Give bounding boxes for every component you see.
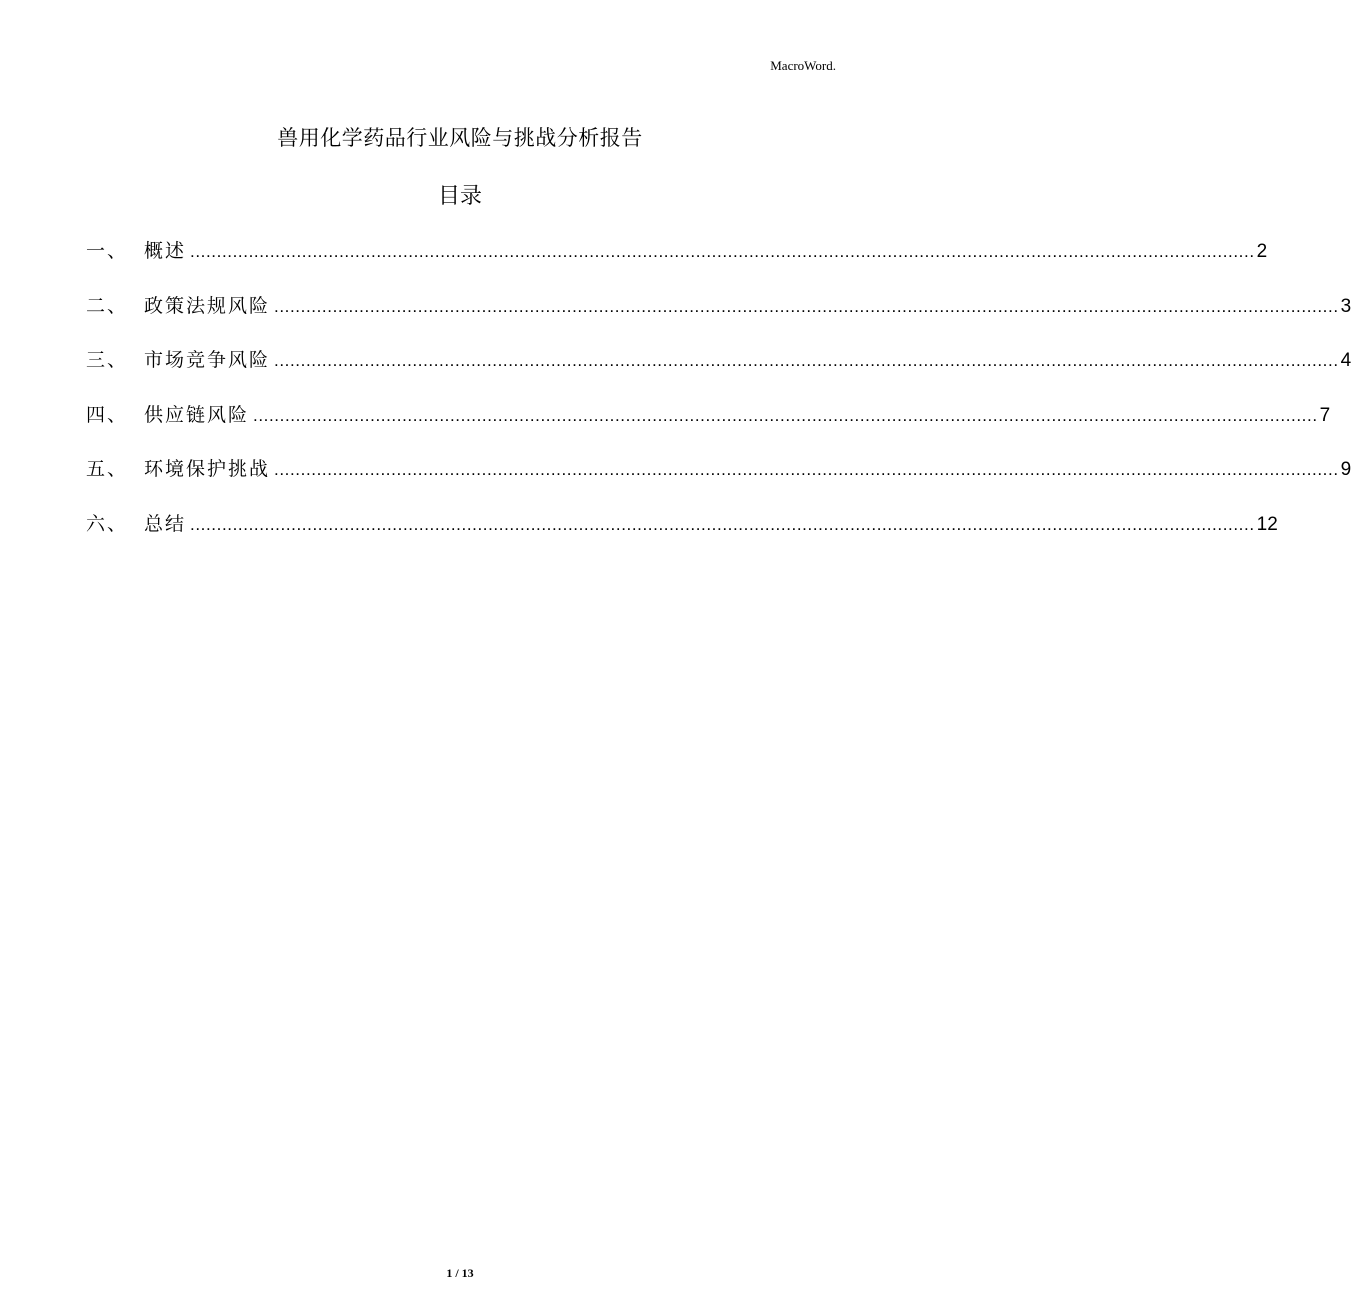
toc-entry-summary[interactable]: [86, 509, 1278, 564]
toc-entry-label: 总结: [144, 512, 187, 535]
toc-dot-leader: ........................................................................................................................................................................................................: [253, 405, 1318, 425]
toc-dot-leader: ........................................................................................................................................................................................................: [274, 351, 1339, 370]
toc-entry-supply-chain-risk[interactable]: [86, 400, 1331, 455]
toc-dot-leader: ........................................................................................................................................................................................................: [190, 514, 1255, 534]
toc-entry-label: 市场竞争风险: [144, 349, 271, 371]
page-number-footer: 1 / 13: [446, 1266, 474, 1280]
toc-dot-leader: ........................................................................................................................................................................................................: [274, 460, 1339, 479]
toc-entry-market-risk[interactable]: [86, 345, 1351, 400]
toc-dot-leader: ........................................................................................................................................................................................................: [190, 242, 1255, 261]
toc-entry-number: 六、: [86, 512, 129, 535]
toc-entry-number: 三、: [86, 349, 129, 371]
toc-entry-page: 12: [1256, 513, 1278, 535]
toc-entry-label: 供应链风险: [144, 403, 250, 426]
toc-entry-label: 环境保护挑战: [144, 458, 271, 480]
toc-entry-environment-challenge[interactable]: [86, 454, 1351, 509]
toc-dot-leader: ........................................................................................................................................................................................................: [274, 296, 1339, 316]
toc-entry-page: 2: [1256, 241, 1268, 262]
toc-entry-number: 四、: [86, 403, 129, 426]
toc-heading: 目录: [437, 184, 482, 209]
toc-entry-label: 概述: [144, 240, 187, 262]
toc-entry-page: 9: [1340, 459, 1351, 480]
document-title: 兽用化学药品行业风险与挑战分析报告: [277, 126, 643, 150]
toc-entry-page: 4: [1340, 350, 1351, 371]
header-mark: MacroWord.: [770, 58, 836, 73]
toc-entry-page: 3: [1340, 295, 1351, 317]
table-of-contents: [86, 236, 1351, 563]
toc-entry-number: 一、: [86, 240, 129, 262]
toc-entry-policy-risk[interactable]: [86, 291, 1351, 346]
toc-entry-overview[interactable]: [86, 236, 1268, 291]
toc-entry-number: 五、: [86, 458, 129, 480]
toc-entry-number: 二、: [86, 294, 129, 317]
toc-entry-label: 政策法规风险: [144, 294, 271, 317]
toc-entry-page: 7: [1319, 404, 1331, 426]
